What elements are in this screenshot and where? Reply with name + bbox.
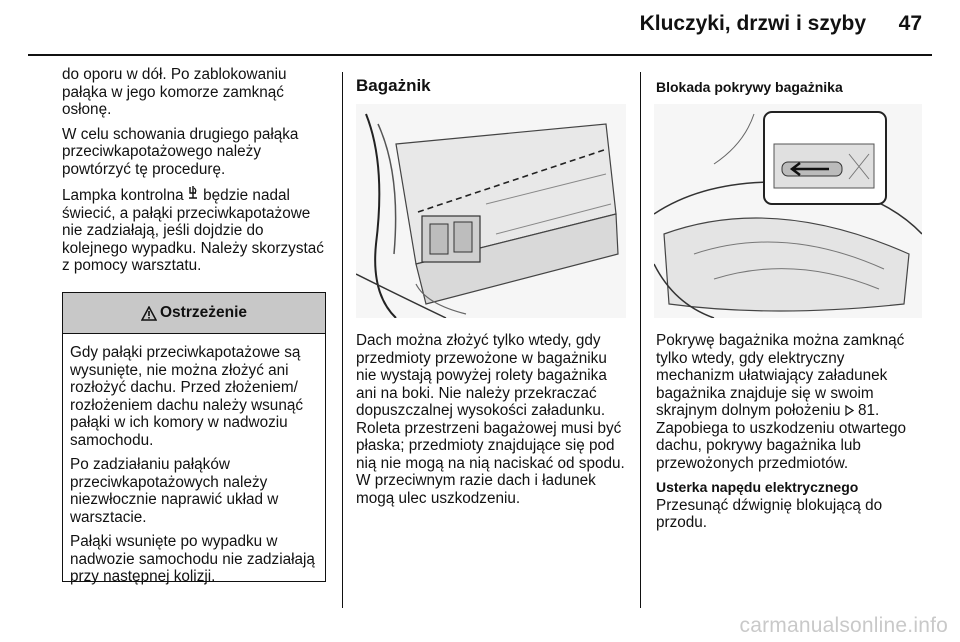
header-divider <box>28 54 932 56</box>
page-header <box>0 0 960 52</box>
paragraph: Pałąki wsunięte po wypadku w nadwozie samochodu nie zadziałają przy następnej kolizji. <box>70 533 315 585</box>
warning-box <box>62 292 326 585</box>
column-2 <box>356 77 626 95</box>
text-span: Pokrywę bagażnika można zamknąć tylko wtedy, gdy elektryczny mechanizm ułatwiający załadunek bagażnika znajduje się w swoim skrajnym dolnym położeniu <box>656 332 905 419</box>
paragraph <box>656 332 926 472</box>
paragraph: W celu schowania drugiego pałąka przeciwkapotażowego należy powtórzyć tę procedurę. <box>62 125 299 178</box>
page-number: 47 <box>898 12 922 35</box>
warning-header <box>63 293 325 334</box>
paragraph: Przesunąć dźwignię blokującą do przodu. <box>656 496 883 531</box>
warning-title: Ostrzeżenie <box>159 304 247 321</box>
warning-body <box>63 334 325 586</box>
chapter-title: Kluczyki, drzwi i szyby <box>639 12 866 35</box>
text-span: . Zapobiega to uszkodzeniu otwartego dachu, pokrywy bagażnika lub przewożonych przedmiotów. <box>656 402 907 472</box>
text-span: Lampka kontrolna <box>62 187 188 204</box>
column-divider-1 <box>342 72 343 608</box>
paragraph <box>62 185 326 275</box>
column-1 <box>62 66 326 282</box>
paragraph: Gdy pałąki przeciwkapotażowe są wysunięte, nie można złożyć ani rozłożyć dachu. Przed złożeniem/ rozłożeniem dachu należy wsunąć pałąki w ich komory w nadwoziu samochodu. <box>70 344 303 449</box>
section-heading: Blokada pokrywy bagażnika <box>656 79 843 95</box>
paragraph: Dach można złożyć tylko wtedy, gdy przedmioty przewożone w bagażniku nie wystają powyżej rolety bagażnika ani na boki. Nie należy przekraczać dopuszczalnej wysokości załadunku. Roleta przestrzeni bagażowej musi być płaska; przedmioty znajdujące się pod nią nie mogą na nią naciskać od spodu. W przeciwnym razie dach i ładunek mogą ulec uszkodzeniu. <box>356 332 625 507</box>
trunk-illustration <box>356 104 626 318</box>
rollover-warning-icon <box>188 187 199 204</box>
paragraph: do oporu w dół. Po zablokowaniu pałąka w jego komorze zamknąć osłonę. <box>62 66 287 118</box>
watermark: carmanualsonline.info <box>739 614 948 637</box>
column-3 <box>656 79 926 97</box>
warning-triangle-icon <box>141 306 157 321</box>
column-2-text <box>356 332 626 514</box>
paragraph: Po zadziałaniu pałąków przeciwkapotażowych należy niezwłocznie naprawić układ w warsztacie. <box>70 456 279 526</box>
page-reference-icon <box>845 402 854 419</box>
column-3-text <box>656 332 926 539</box>
subsection-heading: Usterka napędu elektrycznego <box>656 479 859 495</box>
column-divider-2 <box>640 72 641 608</box>
page-reference[interactable]: 81 <box>858 402 876 419</box>
trunk-lid-lock-illustration <box>654 104 922 318</box>
text-span: będzie nadal świecić, a pałąki przeciwkapotażowe nie zadziałają, jeśli dojdzie do kolejnego wypadku. Należy skorzystać z pomocy warsztatu. <box>62 187 324 274</box>
section-heading: Bagażnik <box>356 76 431 95</box>
